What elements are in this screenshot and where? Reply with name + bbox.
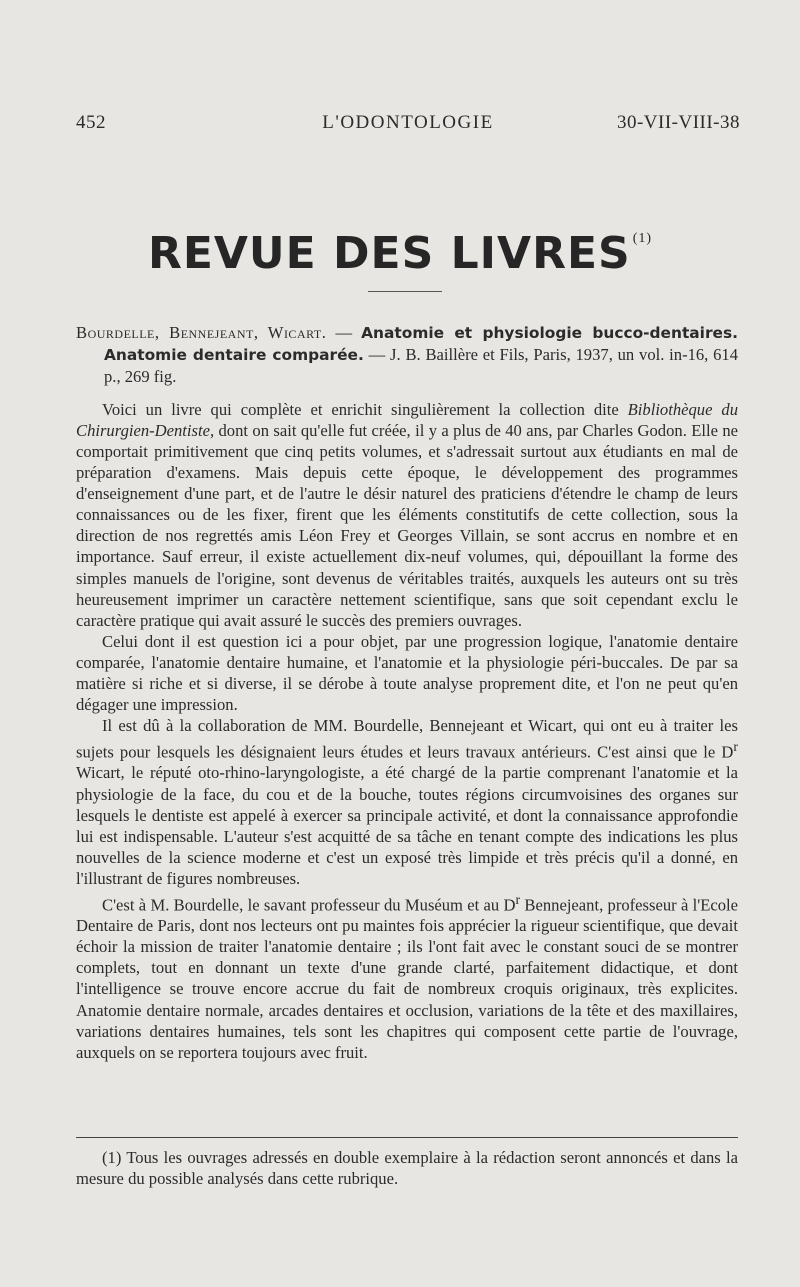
book-authors: Bourdelle, Bennejeant, Wicart. — [76, 323, 327, 342]
paragraph-3-start: Il est dû à la collaboration de MM. Bourdelle, Bennejeant et Wicart, qui ont eu à traiter les sujets pour lesquels les désignaient leurs études et leurs travaux antérieurs. C'est ainsi que le D — [76, 715, 738, 762]
footnote-marker: (1) — [102, 1148, 122, 1167]
paragraph-2: Celui dont il est question ici a pour objet, par une progression logique, l'anatomie dentaire comparée, l'anatomie dentaire humaine, et l'anatomie et la physiologie péri-buccales. De par sa matière si riche et si diverse, il se dérobe à toute analyse proprement dite, et l'on ne peut qu'en dégager une impression. — [76, 631, 738, 714]
paragraph-3-end: Wicart, le réputé oto-rhino-laryngologiste, a été chargé de la partie comprenant l'anatomie et la physiologie de la face, du cou et de la bouche, toutes régions circumvoisines des organes sur lesquels le dentiste est appelé à exercer sa principale activité, et dont la connaissance approfondie lui est indispensable. L'auteur s'est acquitté de sa tâche en tenant compte des indications les plus nouvelles de la science moderne et c'est un exposé très limpide et très précis qu'il a donné, en l'illustrant de figures nombreuses. — [76, 763, 738, 888]
title-divider — [368, 291, 442, 292]
ref-dash-1: — — [326, 323, 362, 342]
ref-dash-2: — — [363, 345, 391, 365]
paragraph-3 — [76, 715, 738, 889]
page-number: 452 — [76, 112, 106, 133]
doctor-abbrev-sup: r — [515, 891, 521, 907]
collection-name: Bibliothèque du Chirurgien-Dentiste, — [76, 400, 738, 441]
paragraph-1 — [76, 399, 738, 631]
doctor-abbrev-sup: r — [733, 738, 738, 754]
issue-date: 30-VII-VIII-38 — [616, 112, 740, 133]
running-head — [76, 112, 740, 136]
footnote-divider — [76, 1137, 738, 1138]
book-publisher: J. B. Baillère et Fils, Paris, 1937, un vol. in-16, 614 p., 269 fig. — [104, 345, 739, 387]
footnote-text: Tous les ouvrages adressés en double exemplaire à la rédaction seront annoncés et dans la mesure du possible analysés dans cette rubrique. — [76, 1148, 738, 1188]
book-title: Anatomie et physiologie bucco-dentaires. Anatomie dentaire comparée. — [104, 324, 738, 365]
paragraph-4-end: Bennejeant, professeur à l'Ecole Dentaire de Paris, dont nos lecteurs ont pu maintes fois apprécier la rigueur scientifique, que devait échoir la mission de traiter l'anatomie dentaire ; ils l'ont fait avec le constant souci de se montrer complets, tout en donnant un texte d'une grande clarté, parfaitement didactique, et dont l'intelligence se trouve encore accrue du fait de nombreux croquis originaux, très explicites. Anatomie dentaire normale, arcades dentaires et occlusion, variations de la tête et des maxillaires, variations dentaires humaines, tels sont les chapitres qui composent cette partie de l'ouvrage, auxquels on se reportera toujours avec fruit. — [76, 895, 739, 1062]
paragraph-1-start: Voici un livre qui complète et enrichit singulièrement la collection dite — [102, 400, 628, 420]
book-reference — [76, 322, 738, 387]
paragraph-1-end: dont on sait qu'elle fut créée, il y a plus de 40 ans, par Charles Godon. Elle ne comportait primitivement que cinq petits volumes, et s'adressait surtout aux étudiants en mal de préparation d'examens. Mais depuis cette époque, le développement des programmes d'enseignement d'une part, et de l'autre le désir naturel des praticiens d'étendre le champ de leurs connaissances ou de les fixer, firent que les éléments constitutifs de cette collection, sous la direction de nos regrettés amis Léon Frey et Georges Villain, se sont accrus en nombre et en importance. Sauf erreur, il existe actuellement dix-neuf volumes, qui, dépouillant la forme des simples manuels de l'origine, sont devenus de véritables traités, auxquels les auteurs ont su très heureusement imprimer un caractère nettement scientifique, sans que soit cependant exclu le caractère pratique qui avait assuré le succès des premiers ouvrages. — [76, 421, 738, 630]
paragraph-4-start: C'est à M. Bourdelle, le savant professeur du Muséum et au D — [102, 895, 516, 915]
journal-title: L'ODONTOLOGIE — [322, 112, 494, 133]
footnote — [76, 1147, 738, 1189]
section-title-text: REVUE DES LIVRES — [147, 228, 631, 279]
section-title — [0, 228, 800, 279]
section-footnote-marker: (1) — [632, 231, 653, 246]
article-body — [76, 322, 738, 1063]
paragraph-4 — [76, 889, 738, 1063]
